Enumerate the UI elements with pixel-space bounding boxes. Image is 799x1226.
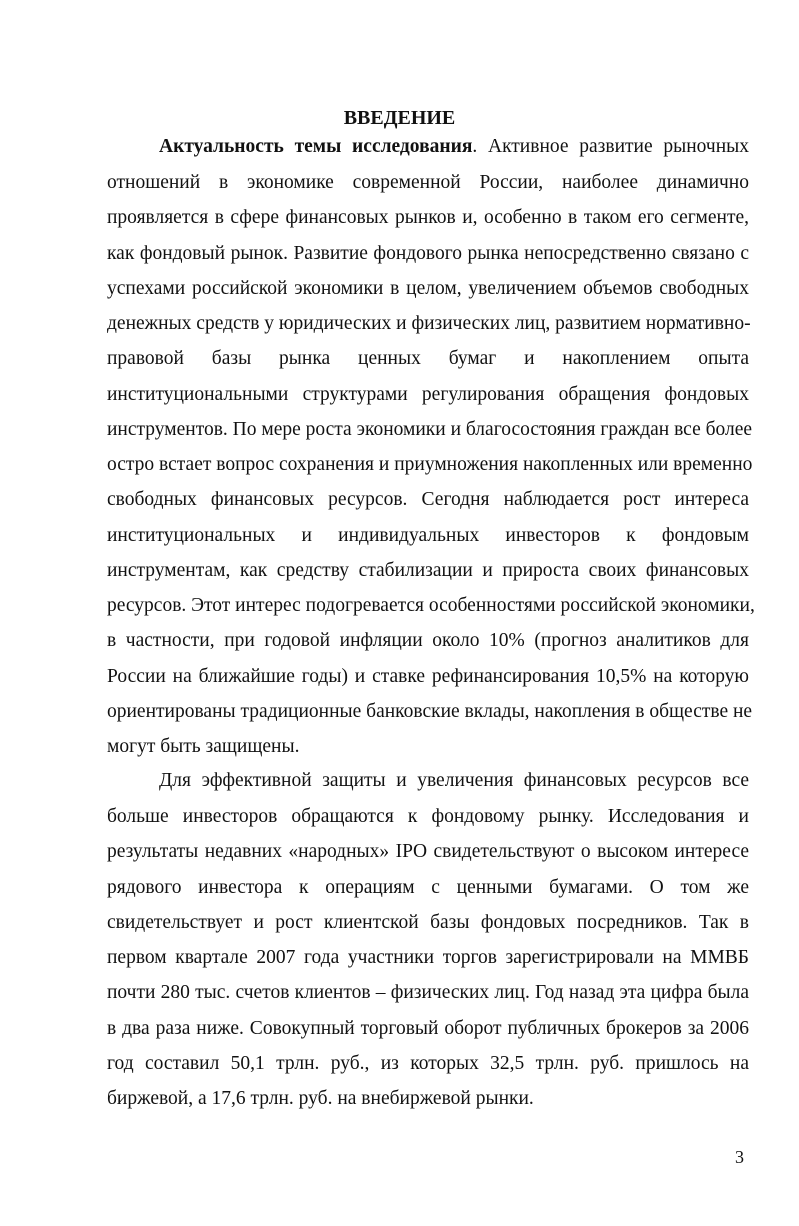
text-line: инструментов. По мере роста экономики и благосостояния граждан все более [107, 418, 753, 440]
text-line: результаты недавних «народных» IPO свидетельствуют о высоком интересе [107, 841, 749, 863]
text-line: год составил 50,1 трлн. руб., из которых 32,5 трлн. руб. пришлось на [107, 1052, 749, 1074]
text-line: свидетельствует и рост клиентской базы фондовых посредников. Так в [107, 911, 749, 933]
text-line: ресурсов. Этот интерес подогревается особенностями российской экономики, [107, 595, 755, 616]
text-line: инструментам, как средству стабилизации и прироста своих финансовых [107, 559, 749, 581]
text-line: отношений в экономике современной России, наиболее динамично [107, 172, 749, 193]
text-line: денежных средств у юридических и физических лиц, развитием нормативно- [107, 313, 751, 334]
text-line: биржевой, а 17,6 трлн. руб. на внебиржевой рынки. [107, 1088, 534, 1109]
text-line: правовой базы рынка ценных бумаг и накоплением опыта [107, 348, 749, 370]
text-line: ориентированы традиционные банковские вклады, накопления в обществе не [107, 700, 753, 722]
paragraph-2-first-line: Для эффективной защиты и увеличения финансовых ресурсов все [159, 770, 749, 791]
paragraph-1-first-line [159, 132, 749, 162]
text-line: как фондовый рынок. Развитие фондового рынка непосредственно связано с [107, 242, 749, 264]
text-line: проявляется в сфере финансовых рынков и, особенно в таком его сегменте, [107, 207, 749, 229]
text-line: почти 280 тыс. счетов клиентов – физических лиц. Год назад эта цифра была [107, 982, 749, 1004]
page-number: 3 [735, 1147, 744, 1167]
text-line: в частности, при годовой инфляции около 10% (прогноз аналитиков для [107, 630, 749, 652]
text-line: успехами российской экономики в целом, увеличением объемов свободных [107, 277, 749, 299]
text-line: рядового инвестора к операциям с ценными бумагами. О том же [107, 876, 749, 898]
text-line: в два раза ниже. Совокупный торговый оборот публичных брокеров за 2006 [107, 1017, 749, 1039]
text-line: первом квартале 2007 года участники торгов зарегистрировали на ММВБ [107, 947, 749, 968]
text-line: России на ближайшие годы) и ставке рефинансирования 10,5% на которую [107, 665, 749, 687]
text-line: больше инвесторов обращаются к фондовому рынку. Исследования и [107, 806, 749, 827]
text-line: могут быть защищены. [107, 736, 300, 757]
paragraph-1-lead: Актуальность темы исследования [159, 136, 473, 157]
text-line: институциональными структурами регулирования обращения фондовых [107, 383, 749, 405]
text-line: остро встает вопрос сохранения и приумножения накопленных или временно [107, 454, 753, 475]
text-line: институциональных и индивидуальных инвесторов к фондовым [107, 524, 749, 546]
text-line: свободных финансовых ресурсов. Сегодня наблюдается рост интереса [107, 489, 749, 511]
paragraph-1-first-rest: . Активное развитие рыночных [472, 136, 749, 157]
page-heading: ВВЕДЕНИЕ [343, 107, 456, 129]
